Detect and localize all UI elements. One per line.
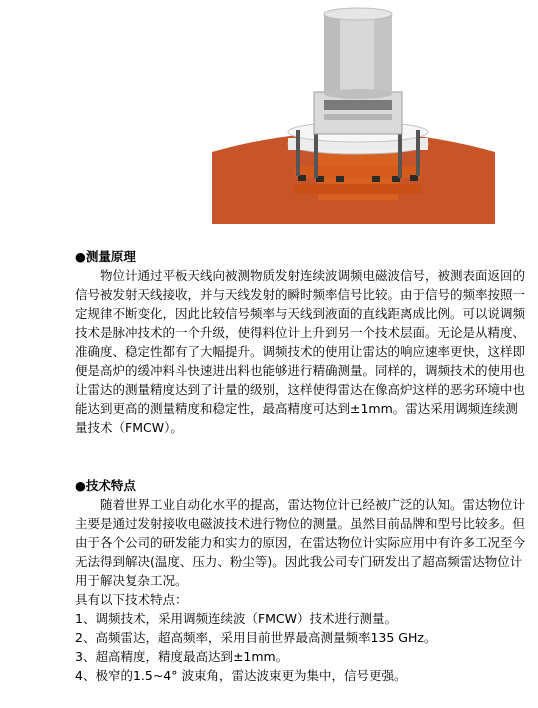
section-paragraph [75,495,525,685]
feature-item: 1、调频技术，采用调频连续波（FMCW）技术进行测量。 [75,611,398,626]
feature-item: 2、高频雷达，超高频率，采用目前世界最高测量频率135 GHz。 [75,630,437,645]
paragraph-text: 物位计通过平板天线向被测物质发射连续波调频电磁波信号，被测表面返回的信号被发射天线接收，并与天线发射的瞬时频率信号比较。由于信号的频率按照一定规律不断变化，因此比较信号频率与天线到液面的直线距离成比例。可以说调频技术是脉冲技术的一个升级，使得料位计上升到另一个技术层面。无论是从精度、准确度、稳定性都有了大幅提升。调频技术的使用让雷达的响应速率更快，这样即便是高炉的缓冲料斗快速进出料也能够进行精确测量。同样的，调频技术的使用也让雷达的测量精度达到了计量的级别，这样使得雷达在像高炉这样的恶劣环境中也能达到更高的测量精度和稳定性，最高精度可达到±1mm。雷达采用调频连续测量技术（FMCW）。 [75,268,526,435]
section-paragraph [75,266,525,437]
feature-item: 3、超高精度，精度最高达到±1mm。 [75,649,289,664]
feature-item: 4、极窄的1.5~4° 波束角，雷达波束更为集中，信号更强。 [75,668,407,683]
section-heading: ●技术特点 [75,478,136,493]
section-technical-features [75,476,525,685]
paragraph-text: 随着世界工业自动化水平的提高，雷达物位计已经被广泛的认知。雷达物位计主要是通过发射接收电磁波技术进行物位的测量。虽然目前品牌和型号比较多。但由于各个公司的研发能力和实力的原因，在雷达物位计实际应用中有许多工况至今无法得到解决(温度、压力、粉尘等)。因此我公司专门研发出了超高频雷达物位计用于解决复杂工况。 [75,497,526,588]
feature-intro: 具有以下技术特点： [75,592,188,607]
section-measurement-principle [75,247,525,437]
radar-level-meter-photo [212,0,495,224]
section-heading: ●测量原理 [75,249,136,264]
